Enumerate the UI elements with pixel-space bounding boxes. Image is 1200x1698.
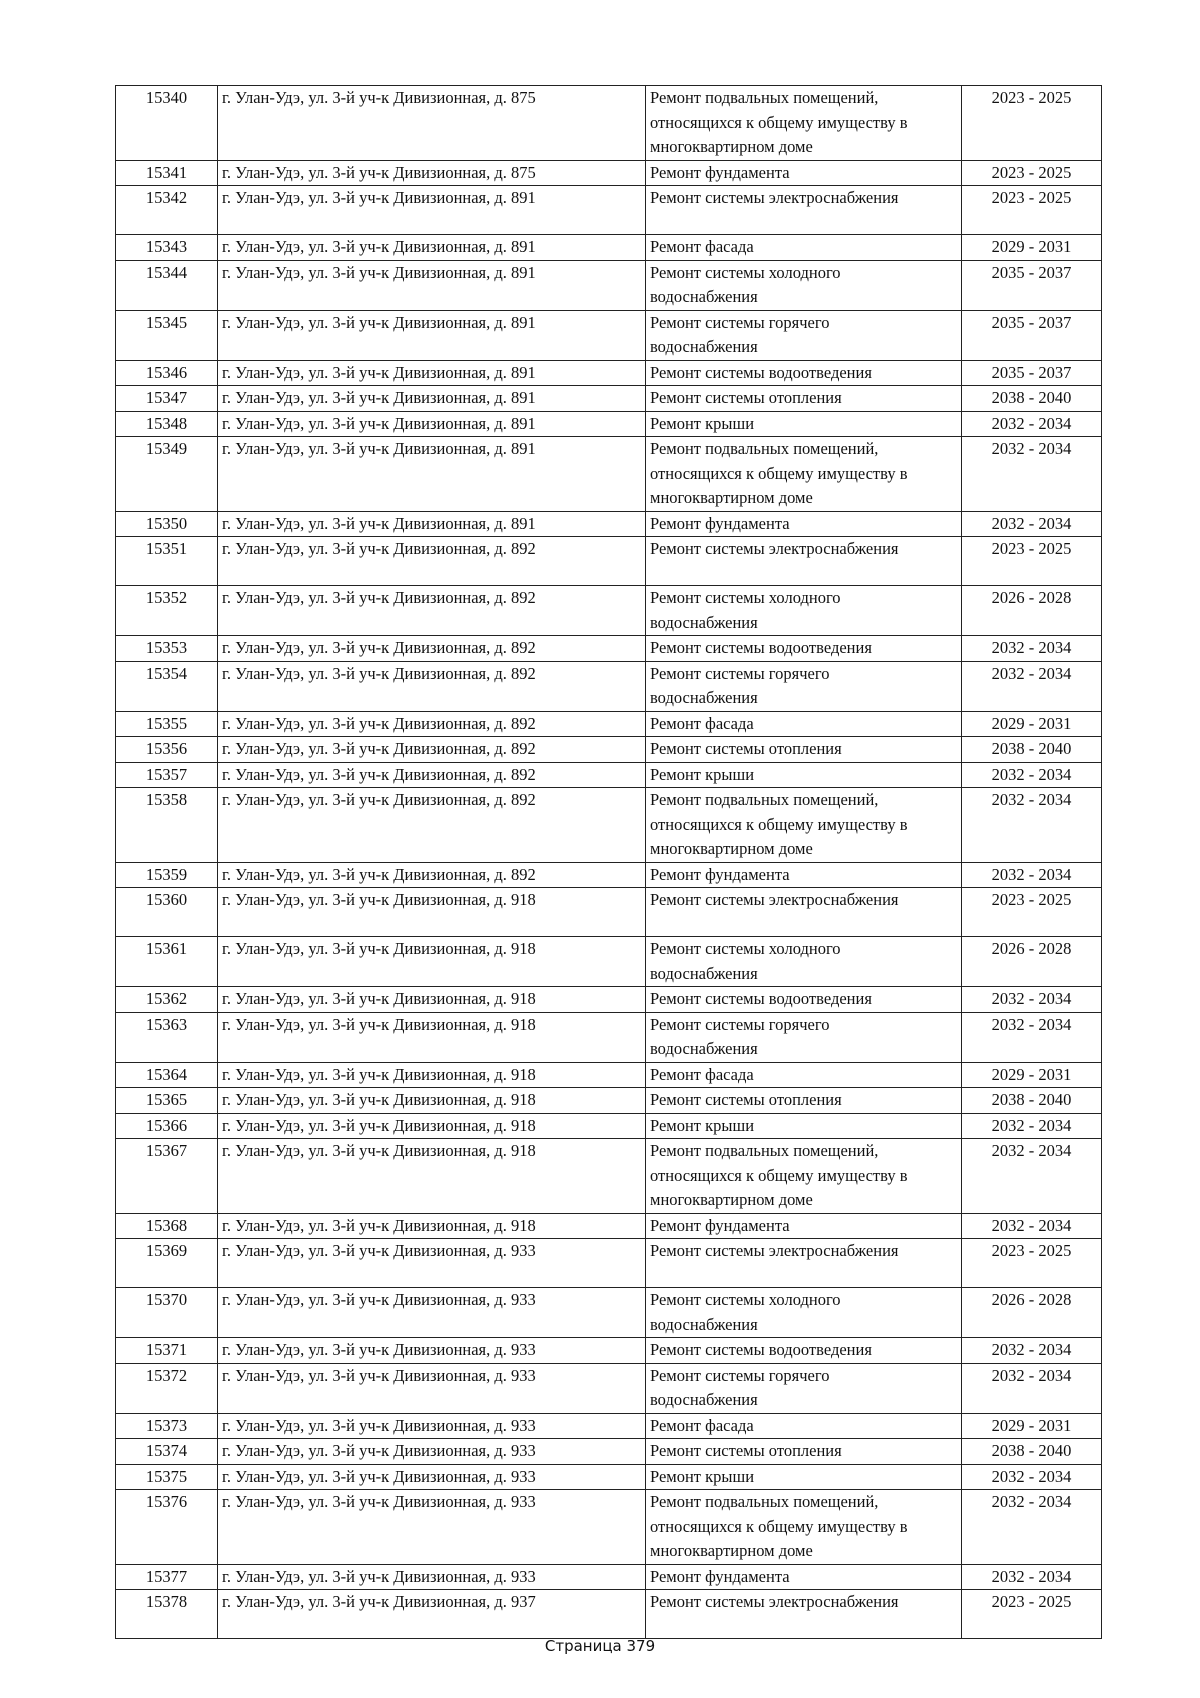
row-number-cell: 15361 bbox=[116, 937, 218, 987]
period-cell: 2032 - 2034 bbox=[962, 511, 1102, 537]
row-number-cell: 15356 bbox=[116, 737, 218, 763]
address-cell: г. Улан-Удэ, ул. 3-й уч-к Дивизионная, д. 933 bbox=[218, 1288, 646, 1338]
period-cell: 2038 - 2040 bbox=[962, 1439, 1102, 1465]
period-cell: 2023 - 2025 bbox=[962, 160, 1102, 186]
table-row bbox=[116, 788, 1102, 863]
address-cell: г. Улан-Удэ, ул. 3-й уч-к Дивизионная, д. 933 bbox=[218, 1363, 646, 1413]
table-row bbox=[116, 360, 1102, 386]
row-number-cell: 15359 bbox=[116, 862, 218, 888]
work-type-cell: Ремонт системы отопления bbox=[646, 737, 962, 763]
address-cell: г. Улан-Удэ, ул. 3-й уч-к Дивизионная, д. 892 bbox=[218, 711, 646, 737]
work-type-cell: Ремонт системы холодного водоснабжения bbox=[646, 586, 962, 636]
row-number-cell: 15345 bbox=[116, 310, 218, 360]
table-row bbox=[116, 1464, 1102, 1490]
work-type-cell: Ремонт системы электроснабжения bbox=[646, 1590, 962, 1639]
work-type-cell: Ремонт фасада bbox=[646, 711, 962, 737]
row-number-cell: 15342 bbox=[116, 186, 218, 235]
address-cell: г. Улан-Удэ, ул. 3-й уч-к Дивизионная, д. 918 bbox=[218, 1213, 646, 1239]
address-cell: г. Улан-Удэ, ул. 3-й уч-к Дивизионная, д. 918 bbox=[218, 1113, 646, 1139]
work-type-cell: Ремонт фундамента bbox=[646, 862, 962, 888]
table-row bbox=[116, 1113, 1102, 1139]
row-number-cell: 15347 bbox=[116, 386, 218, 412]
table-row bbox=[116, 987, 1102, 1013]
table-row bbox=[116, 1288, 1102, 1338]
period-cell: 2035 - 2037 bbox=[962, 360, 1102, 386]
address-cell: г. Улан-Удэ, ул. 3-й уч-к Дивизионная, д. 892 bbox=[218, 636, 646, 662]
row-number-cell: 15348 bbox=[116, 411, 218, 437]
table-row bbox=[116, 160, 1102, 186]
row-number-cell: 15362 bbox=[116, 987, 218, 1013]
period-cell: 2032 - 2034 bbox=[962, 1012, 1102, 1062]
address-cell: г. Улан-Удэ, ул. 3-й уч-к Дивизионная, д. 918 bbox=[218, 888, 646, 937]
table-row bbox=[116, 1213, 1102, 1239]
period-cell: 2023 - 2025 bbox=[962, 86, 1102, 161]
address-cell: г. Улан-Удэ, ул. 3-й уч-к Дивизионная, д. 918 bbox=[218, 937, 646, 987]
period-cell: 2032 - 2034 bbox=[962, 1338, 1102, 1364]
work-type-cell: Ремонт системы отопления bbox=[646, 1439, 962, 1465]
row-number-cell: 15350 bbox=[116, 511, 218, 537]
period-cell: 2038 - 2040 bbox=[962, 1088, 1102, 1114]
row-number-cell: 15340 bbox=[116, 86, 218, 161]
row-number-cell: 15372 bbox=[116, 1363, 218, 1413]
row-number-cell: 15374 bbox=[116, 1439, 218, 1465]
table-row bbox=[116, 511, 1102, 537]
table-row bbox=[116, 1564, 1102, 1590]
table-row bbox=[116, 1590, 1102, 1639]
address-cell: г. Улан-Удэ, ул. 3-й уч-к Дивизионная, д. 933 bbox=[218, 1239, 646, 1288]
table-row bbox=[116, 1088, 1102, 1114]
address-cell: г. Улан-Удэ, ул. 3-й уч-к Дивизионная, д. 892 bbox=[218, 586, 646, 636]
address-cell: г. Улан-Удэ, ул. 3-й уч-к Дивизионная, д. 918 bbox=[218, 1062, 646, 1088]
work-type-cell: Ремонт системы горячего водоснабжения bbox=[646, 1012, 962, 1062]
address-cell: г. Улан-Удэ, ул. 3-й уч-к Дивизионная, д. 933 bbox=[218, 1464, 646, 1490]
table-row bbox=[116, 888, 1102, 937]
table-row bbox=[116, 1062, 1102, 1088]
work-schedule-table bbox=[115, 85, 1102, 1639]
address-cell: г. Улан-Удэ, ул. 3-й уч-к Дивизионная, д. 891 bbox=[218, 186, 646, 235]
table-row bbox=[116, 1363, 1102, 1413]
work-type-cell: Ремонт фундамента bbox=[646, 511, 962, 537]
work-type-cell: Ремонт подвальных помещений, относящихся к общему имуществу в многоквартирном доме bbox=[646, 1490, 962, 1565]
row-number-cell: 15367 bbox=[116, 1139, 218, 1214]
period-cell: 2032 - 2034 bbox=[962, 437, 1102, 512]
period-cell: 2029 - 2031 bbox=[962, 711, 1102, 737]
period-cell: 2035 - 2037 bbox=[962, 260, 1102, 310]
address-cell: г. Улан-Удэ, ул. 3-й уч-к Дивизионная, д. 892 bbox=[218, 788, 646, 863]
table-row bbox=[116, 260, 1102, 310]
row-number-cell: 15378 bbox=[116, 1590, 218, 1639]
row-number-cell: 15344 bbox=[116, 260, 218, 310]
address-cell: г. Улан-Удэ, ул. 3-й уч-к Дивизионная, д. 892 bbox=[218, 537, 646, 586]
work-type-cell: Ремонт фасада bbox=[646, 235, 962, 261]
row-number-cell: 15346 bbox=[116, 360, 218, 386]
work-type-cell: Ремонт фундамента bbox=[646, 160, 962, 186]
work-type-cell: Ремонт системы отопления bbox=[646, 1088, 962, 1114]
period-cell: 2032 - 2034 bbox=[962, 1464, 1102, 1490]
address-cell: г. Улан-Удэ, ул. 3-й уч-к Дивизионная, д. 891 bbox=[218, 511, 646, 537]
table-row bbox=[116, 537, 1102, 586]
row-number-cell: 15365 bbox=[116, 1088, 218, 1114]
work-type-cell: Ремонт системы водоотведения bbox=[646, 1338, 962, 1364]
work-type-cell: Ремонт системы водоотведения bbox=[646, 636, 962, 662]
work-type-cell: Ремонт системы отопления bbox=[646, 386, 962, 412]
row-number-cell: 15377 bbox=[116, 1564, 218, 1590]
row-number-cell: 15373 bbox=[116, 1413, 218, 1439]
period-cell: 2029 - 2031 bbox=[962, 235, 1102, 261]
period-cell: 2026 - 2028 bbox=[962, 1288, 1102, 1338]
work-type-cell: Ремонт системы водоотведения bbox=[646, 360, 962, 386]
table-row bbox=[116, 1012, 1102, 1062]
period-cell: 2026 - 2028 bbox=[962, 586, 1102, 636]
address-cell: г. Улан-Удэ, ул. 3-й уч-к Дивизионная, д. 933 bbox=[218, 1490, 646, 1565]
period-cell: 2038 - 2040 bbox=[962, 386, 1102, 412]
work-type-cell: Ремонт фундамента bbox=[646, 1213, 962, 1239]
work-type-cell: Ремонт крыши bbox=[646, 411, 962, 437]
address-cell: г. Улан-Удэ, ул. 3-й уч-к Дивизионная, д. 891 bbox=[218, 437, 646, 512]
address-cell: г. Улан-Удэ, ул. 3-й уч-к Дивизионная, д. 875 bbox=[218, 86, 646, 161]
period-cell: 2032 - 2034 bbox=[962, 788, 1102, 863]
row-number-cell: 15370 bbox=[116, 1288, 218, 1338]
period-cell: 2023 - 2025 bbox=[962, 1239, 1102, 1288]
period-cell: 2032 - 2034 bbox=[962, 1213, 1102, 1239]
address-cell: г. Улан-Удэ, ул. 3-й уч-к Дивизионная, д. 933 bbox=[218, 1338, 646, 1364]
row-number-cell: 15371 bbox=[116, 1338, 218, 1364]
period-cell: 2032 - 2034 bbox=[962, 762, 1102, 788]
row-number-cell: 15352 bbox=[116, 586, 218, 636]
row-number-cell: 15343 bbox=[116, 235, 218, 261]
period-cell: 2029 - 2031 bbox=[962, 1062, 1102, 1088]
row-number-cell: 15341 bbox=[116, 160, 218, 186]
address-cell: г. Улан-Удэ, ул. 3-й уч-к Дивизионная, д. 918 bbox=[218, 1088, 646, 1114]
address-cell: г. Улан-Удэ, ул. 3-й уч-к Дивизионная, д. 891 bbox=[218, 310, 646, 360]
address-cell: г. Улан-Удэ, ул. 3-й уч-к Дивизионная, д. 891 bbox=[218, 260, 646, 310]
address-cell: г. Улан-Удэ, ул. 3-й уч-к Дивизионная, д. 933 bbox=[218, 1413, 646, 1439]
page-number: Страница 379 bbox=[544, 1637, 656, 1655]
work-type-cell: Ремонт крыши bbox=[646, 762, 962, 788]
work-type-cell: Ремонт фундамента bbox=[646, 1564, 962, 1590]
row-number-cell: 15363 bbox=[116, 1012, 218, 1062]
work-type-cell: Ремонт фасада bbox=[646, 1413, 962, 1439]
table-row bbox=[116, 711, 1102, 737]
address-cell: г. Улан-Удэ, ул. 3-й уч-к Дивизионная, д. 892 bbox=[218, 737, 646, 763]
table-row bbox=[116, 186, 1102, 235]
table-row bbox=[116, 411, 1102, 437]
address-cell: г. Улан-Удэ, ул. 3-й уч-к Дивизионная, д. 891 bbox=[218, 360, 646, 386]
period-cell: 2032 - 2034 bbox=[962, 661, 1102, 711]
period-cell: 2026 - 2028 bbox=[962, 937, 1102, 987]
table-row bbox=[116, 310, 1102, 360]
table-row bbox=[116, 737, 1102, 763]
table-row bbox=[116, 235, 1102, 261]
row-number-cell: 15354 bbox=[116, 661, 218, 711]
work-type-cell: Ремонт системы горячего водоснабжения bbox=[646, 1363, 962, 1413]
work-type-cell: Ремонт системы электроснабжения bbox=[646, 537, 962, 586]
table-row bbox=[116, 1439, 1102, 1465]
period-cell: 2032 - 2034 bbox=[962, 1139, 1102, 1214]
work-type-cell: Ремонт подвальных помещений, относящихся к общему имуществу в многоквартирном доме bbox=[646, 86, 962, 161]
address-cell: г. Улан-Удэ, ул. 3-й уч-к Дивизионная, д. 933 bbox=[218, 1439, 646, 1465]
row-number-cell: 15368 bbox=[116, 1213, 218, 1239]
work-type-cell: Ремонт крыши bbox=[646, 1464, 962, 1490]
work-type-cell: Ремонт подвальных помещений, относящихся к общему имуществу в многоквартирном доме bbox=[646, 1139, 962, 1214]
address-cell: г. Улан-Удэ, ул. 3-й уч-к Дивизионная, д. 918 bbox=[218, 1139, 646, 1214]
address-cell: г. Улан-Удэ, ул. 3-й уч-к Дивизионная, д. 918 bbox=[218, 987, 646, 1013]
period-cell: 2032 - 2034 bbox=[962, 862, 1102, 888]
address-cell: г. Улан-Удэ, ул. 3-й уч-к Дивизионная, д. 933 bbox=[218, 1564, 646, 1590]
row-number-cell: 15375 bbox=[116, 1464, 218, 1490]
period-cell: 2032 - 2034 bbox=[962, 636, 1102, 662]
row-number-cell: 15357 bbox=[116, 762, 218, 788]
table-row bbox=[116, 437, 1102, 512]
table-row bbox=[116, 1413, 1102, 1439]
period-cell: 2038 - 2040 bbox=[962, 737, 1102, 763]
address-cell: г. Улан-Удэ, ул. 3-й уч-к Дивизионная, д. 918 bbox=[218, 1012, 646, 1062]
work-type-cell: Ремонт фасада bbox=[646, 1062, 962, 1088]
work-type-cell: Ремонт системы горячего водоснабжения bbox=[646, 310, 962, 360]
row-number-cell: 15364 bbox=[116, 1062, 218, 1088]
row-number-cell: 15360 bbox=[116, 888, 218, 937]
period-cell: 2023 - 2025 bbox=[962, 888, 1102, 937]
row-number-cell: 15366 bbox=[116, 1113, 218, 1139]
row-number-cell: 15353 bbox=[116, 636, 218, 662]
table-row bbox=[116, 1490, 1102, 1565]
work-type-cell: Ремонт системы электроснабжения bbox=[646, 1239, 962, 1288]
period-cell: 2029 - 2031 bbox=[962, 1413, 1102, 1439]
address-cell: г. Улан-Удэ, ул. 3-й уч-к Дивизионная, д. 891 bbox=[218, 386, 646, 412]
row-number-cell: 15376 bbox=[116, 1490, 218, 1565]
period-cell: 2032 - 2034 bbox=[962, 987, 1102, 1013]
address-cell: г. Улан-Удэ, ул. 3-й уч-к Дивизионная, д. 892 bbox=[218, 661, 646, 711]
work-type-cell: Ремонт подвальных помещений, относящихся к общему имуществу в многоквартирном доме bbox=[646, 788, 962, 863]
table-row bbox=[116, 762, 1102, 788]
work-type-cell: Ремонт крыши bbox=[646, 1113, 962, 1139]
period-cell: 2023 - 2025 bbox=[962, 537, 1102, 586]
work-type-cell: Ремонт системы электроснабжения bbox=[646, 888, 962, 937]
table-body bbox=[116, 86, 1102, 1639]
period-cell: 2023 - 2025 bbox=[962, 186, 1102, 235]
work-type-cell: Ремонт системы электроснабжения bbox=[646, 186, 962, 235]
table-row bbox=[116, 386, 1102, 412]
work-type-cell: Ремонт системы холодного водоснабжения bbox=[646, 937, 962, 987]
period-cell: 2035 - 2037 bbox=[962, 310, 1102, 360]
period-cell: 2023 - 2025 bbox=[962, 1590, 1102, 1639]
row-number-cell: 15349 bbox=[116, 437, 218, 512]
row-number-cell: 15369 bbox=[116, 1239, 218, 1288]
table-row bbox=[116, 661, 1102, 711]
work-type-cell: Ремонт системы водоотведения bbox=[646, 987, 962, 1013]
table-row bbox=[116, 86, 1102, 161]
address-cell: г. Улан-Удэ, ул. 3-й уч-к Дивизионная, д. 875 bbox=[218, 160, 646, 186]
row-number-cell: 15351 bbox=[116, 537, 218, 586]
table-row bbox=[116, 862, 1102, 888]
table-row bbox=[116, 636, 1102, 662]
work-type-cell: Ремонт системы холодного водоснабжения bbox=[646, 260, 962, 310]
period-cell: 2032 - 2034 bbox=[962, 411, 1102, 437]
period-cell: 2032 - 2034 bbox=[962, 1363, 1102, 1413]
address-cell: г. Улан-Удэ, ул. 3-й уч-к Дивизионная, д. 891 bbox=[218, 411, 646, 437]
work-type-cell: Ремонт системы горячего водоснабжения bbox=[646, 661, 962, 711]
table-row bbox=[116, 1338, 1102, 1364]
period-cell: 2032 - 2034 bbox=[962, 1113, 1102, 1139]
address-cell: г. Улан-Удэ, ул. 3-й уч-к Дивизионная, д. 937 bbox=[218, 1590, 646, 1639]
table-row bbox=[116, 1239, 1102, 1288]
address-cell: г. Улан-Удэ, ул. 3-й уч-к Дивизионная, д. 891 bbox=[218, 235, 646, 261]
address-cell: г. Улан-Удэ, ул. 3-й уч-к Дивизионная, д. 892 bbox=[218, 862, 646, 888]
row-number-cell: 15355 bbox=[116, 711, 218, 737]
period-cell: 2032 - 2034 bbox=[962, 1490, 1102, 1565]
work-type-cell: Ремонт системы холодного водоснабжения bbox=[646, 1288, 962, 1338]
work-type-cell: Ремонт подвальных помещений, относящихся к общему имуществу в многоквартирном доме bbox=[646, 437, 962, 512]
table-row bbox=[116, 586, 1102, 636]
table-row bbox=[116, 937, 1102, 987]
address-cell: г. Улан-Удэ, ул. 3-й уч-к Дивизионная, д. 892 bbox=[218, 762, 646, 788]
period-cell: 2032 - 2034 bbox=[962, 1564, 1102, 1590]
row-number-cell: 15358 bbox=[116, 788, 218, 863]
table-row bbox=[116, 1139, 1102, 1214]
